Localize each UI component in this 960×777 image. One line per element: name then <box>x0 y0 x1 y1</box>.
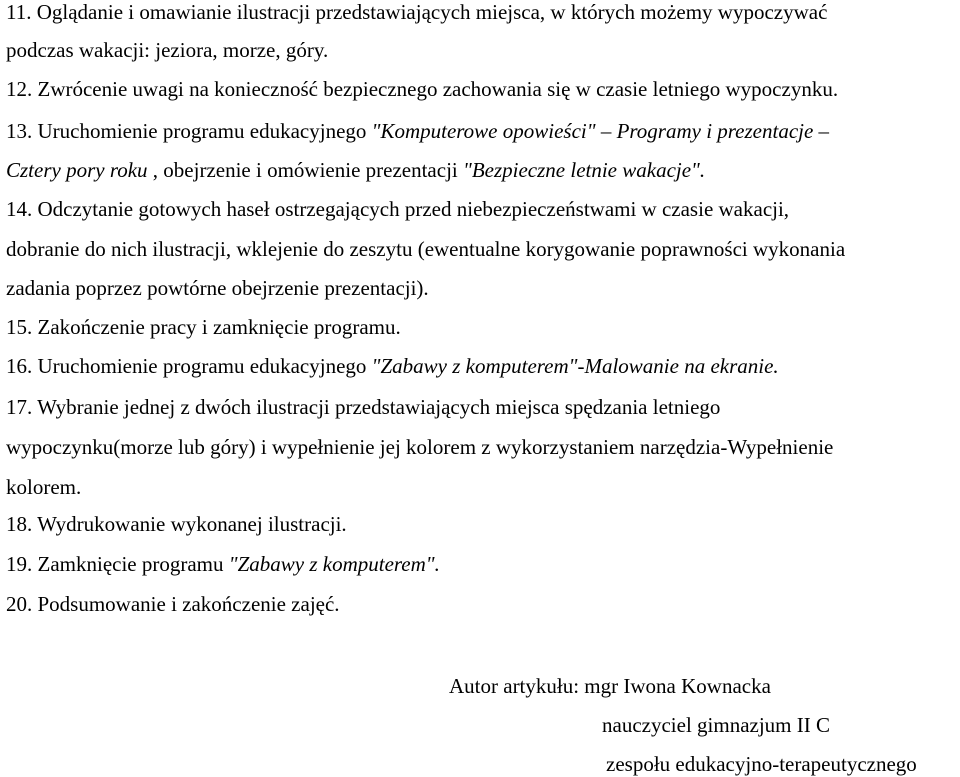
item-14-line-2: dobranie do nich ilustracji, wklejenie do zeszytu (ewentualne korygowanie poprawności wykonania <box>6 237 846 261</box>
item-11-line-1: 11. Oglądanie i omawianie ilustracji przedstawiających miejsca, w których możemy wypoczywać <box>6 0 828 24</box>
item-20-line-1: 20. Podsumowanie i zakończenie zajęć. <box>6 592 340 616</box>
item-17-line-3: kolorem. <box>6 475 82 499</box>
author-institution: zespołu edukacyjno-terapeutycznego <box>606 752 917 776</box>
item-16-line-1: 16. Uruchomienie programu edukacyjnego "Zabawy z komputerem"-Malowanie na ekranie. <box>6 354 779 378</box>
item-19-line-1: 19. Zamknięcie programu "Zabawy z komputerem". <box>6 552 440 576</box>
item-17-line-1: 17. Wybranie jednej z dwóch ilustracji przedstawiających miejsca spędzania letniego <box>6 395 721 419</box>
item-13-line-1: 13. Uruchomienie programu edukacyjnego "Komputerowe opowieści" – Programy i prezentacje – <box>6 119 830 143</box>
item-17-line-2: wypoczynku(morze lub góry) i wypełnienie jej kolorem z wykorzystaniem narzędzia-Wypełnienie <box>6 435 834 459</box>
item-15-line-1: 15. Zakończenie pracy i zamknięcie programu. <box>6 315 401 339</box>
item-11-line-2: podczas wakacji: jeziora, morze, góry. <box>6 38 329 62</box>
item-14-line-3: zadania poprzez powtórne obejrzenie prezentacji). <box>6 276 429 300</box>
author-position: nauczyciel gimnazjum II C <box>602 713 830 737</box>
item-13-line-2: Cztery pory roku , obejrzenie i omówienie prezentacji "Bezpieczne letnie wakacje". <box>6 158 706 182</box>
item-12-line-1: 12. Zwrócenie uwagi na konieczność bezpiecznego zachowania się w czasie letniego wypoczynku. <box>6 77 839 101</box>
item-14-line-1: 14. Odczytanie gotowych haseł ostrzegających przed niebezpieczeństwami w czasie wakacji, <box>6 197 790 221</box>
item-18-line-1: 18. Wydrukowanie wykonanej ilustracji. <box>6 512 347 536</box>
author-name: Autor artykułu: mgr Iwona Kownacka <box>449 674 771 698</box>
